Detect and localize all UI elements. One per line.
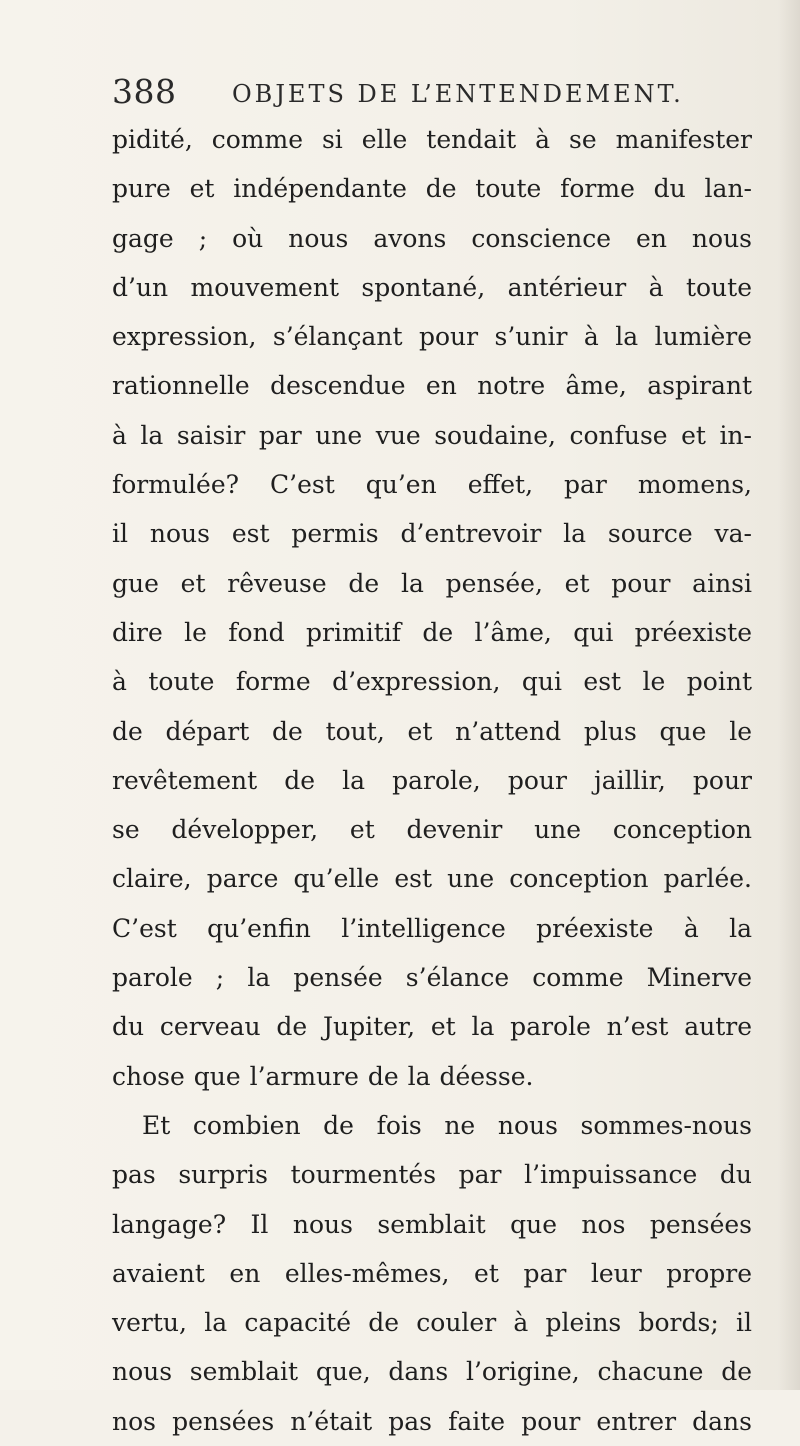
text-line: revêtement de la parole, pour jaillir, pour [112,765,752,795]
text-line: d’un mouvement spontané, antérieur à toute [112,272,752,302]
text-line: nos pensées n’était pas faite pour entrer dans [112,1406,752,1436]
text-line: nous semblait que, dans l’origine, chacune de [112,1357,752,1387]
text-line: avaient en elles-mêmes, et par leur propre [112,1258,752,1288]
text-line: il nous est permis d’entrevoir la source va- [112,519,752,549]
text-line: formulée? C’est qu’en effet, par momens, [112,470,752,500]
body-text [112,115,752,1446]
page-header [112,72,752,112]
text-line: C’est qu’enfin l’intelligence préexiste à la [112,913,752,943]
text-line: rationnelle descendue en notre âme, aspirant [112,371,752,401]
text-line: expression, s’élançant pour s’unir à la lumière [112,322,752,352]
text-line: pidité, comme si elle tendait à se manifester [112,125,752,154]
page-edge-shadow [778,0,800,1390]
text-line: gage ; où nous avons conscience en nous [112,223,752,253]
text-line: à toute forme d’expression, qui est le point [112,667,752,697]
text-line: chose que l’armure de la déesse. [112,1061,534,1091]
text-line: parole ; la pensée s’élance comme Minerve [112,963,752,993]
text-line: gue et rêveuse de la pensée, et pour ainsi [112,568,752,598]
text-line: claire, parce qu’elle est une conception parlée. [112,864,752,894]
text-line: vertu, la capacité de couler à pleins bords; il [112,1308,752,1338]
text-line: de départ de tout, et n’attend plus que le [112,716,752,746]
text-line: dire le fond primitif de l’âme, qui préexiste [112,617,752,647]
text-line: pas surpris tourmentés par l’impuissance du [112,1160,752,1190]
text-line: langage? Il nous semblait que nos pensées [112,1209,752,1239]
text-line: Et combien de fois ne nous sommes-nous [142,1110,752,1140]
text-line: à la saisir par une vue soudaine, confuse et in- [112,420,752,450]
text-line: pure et indépendante de toute forme du lan- [112,174,752,204]
running-head: OBJETS DE L’ENTENDEMENT. [232,80,684,108]
text-line: se développer, et devenir une conception [112,815,752,845]
page-number: 388 [112,72,177,111]
text-line: du cerveau de Jupiter, et la parole n’est autre [112,1012,752,1042]
